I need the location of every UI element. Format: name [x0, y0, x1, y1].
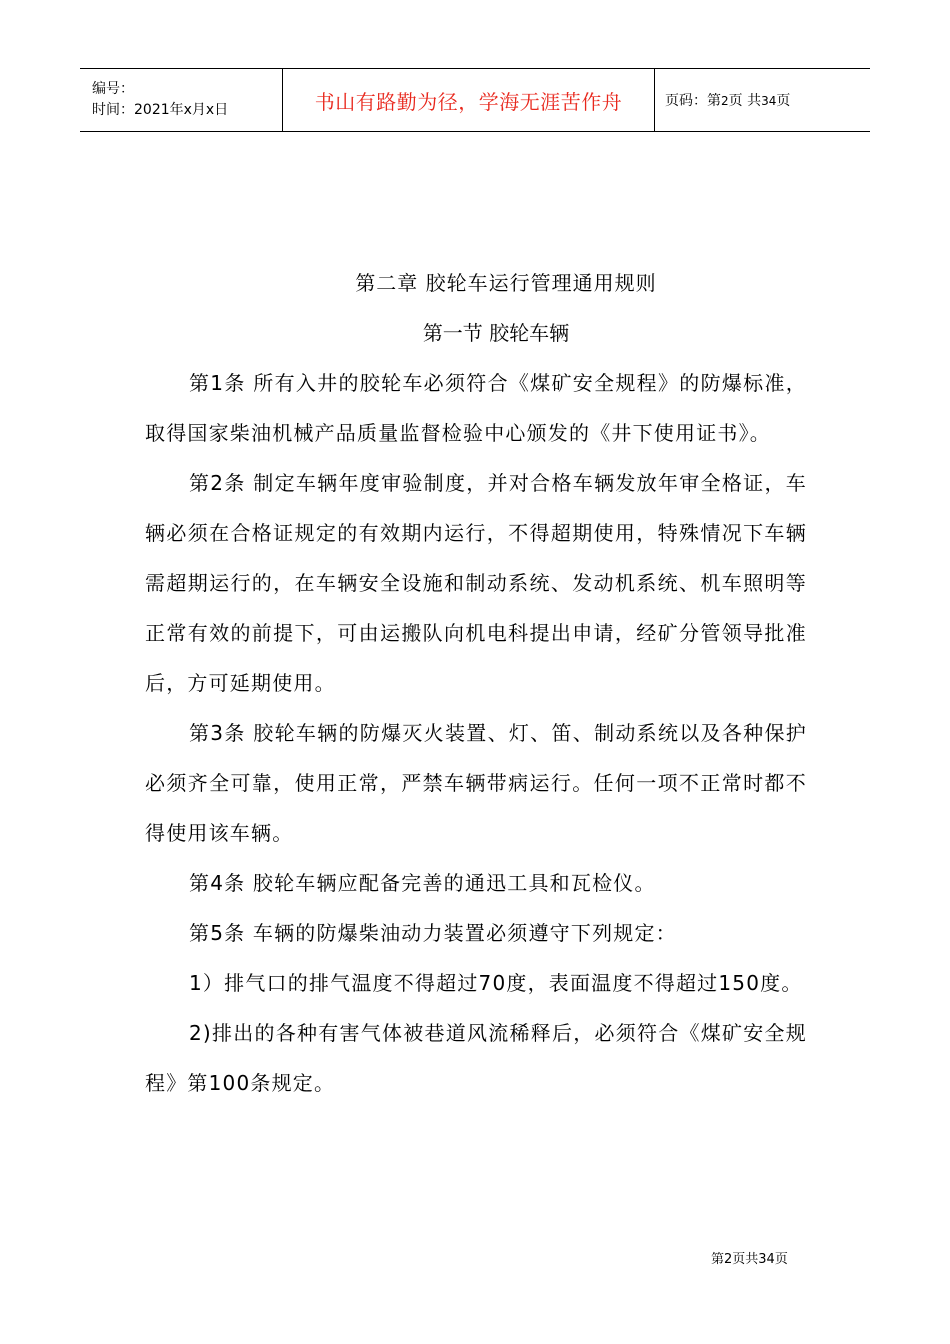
- page-current: 2: [721, 94, 729, 108]
- page-total: 34: [761, 94, 777, 108]
- page-footer: 第2页共34页: [711, 1252, 788, 1267]
- article-5: 第5条 车辆的防爆柴油动力装置必须遵守下列规定：: [189, 921, 677, 945]
- header-motto: 书山有路勤为径，学海无涯苦作舟: [314, 89, 623, 114]
- article-1: 第1条 所有入井的胶轮车必须符合《煤矿安全规程》的防爆标准，取得国家柴油机械产品质量监督检验中心颁发的《井下使用证书》。: [145, 371, 807, 445]
- document-body: [145, 258, 807, 1108]
- header-motto-cell: [282, 69, 655, 131]
- article-3: 第3条 胶轮车辆的防爆灭火装置、灯、笛、制动系统以及各种保护必须齐全可靠，使用正常，严禁车辆带病运行。任何一项不正常时都不得使用该车辆。: [145, 721, 807, 845]
- page-suffix: 页: [776, 93, 791, 109]
- header-page-text: [665, 90, 870, 110]
- page-header: [80, 68, 870, 132]
- page-prefix: 页码：第: [665, 93, 721, 109]
- header-page-indicator: [655, 69, 870, 131]
- header-meta: [80, 69, 282, 131]
- section-title: 第一节 胶轮车辆: [422, 321, 570, 345]
- rule-item-1: 1）排气口的排气温度不得超过70度，表面温度不得超过150度。: [189, 971, 803, 995]
- chapter-title: 第二章 胶轮车运行管理通用规则: [355, 271, 657, 295]
- article-2: 第2条 制定车辆年度审验制度，并对合格车辆发放年审全格证，车辆必须在合格证规定的有效期内运行，不得超期使用，特殊情况下车辆需超期运行的，在车辆安全设施和制动系统、发动机系统、机车照明等正常有效的前提下，可由运搬队向机电科提出申请，经矿分管领导批准后，方可延期使用。: [145, 471, 807, 695]
- page-mid: 页 共: [728, 93, 762, 109]
- document-number-label: 编号：: [92, 81, 134, 97]
- document-time-label: 时间：2021年x月x日: [92, 102, 229, 118]
- article-4: 第4条 胶轮车辆应配备完善的通迅工具和瓦检仪。: [189, 871, 656, 895]
- rule-item-2: 2)排出的各种有害气体被巷道风流稀释后，必须符合《煤矿安全规程》第100条规定。: [145, 1021, 807, 1095]
